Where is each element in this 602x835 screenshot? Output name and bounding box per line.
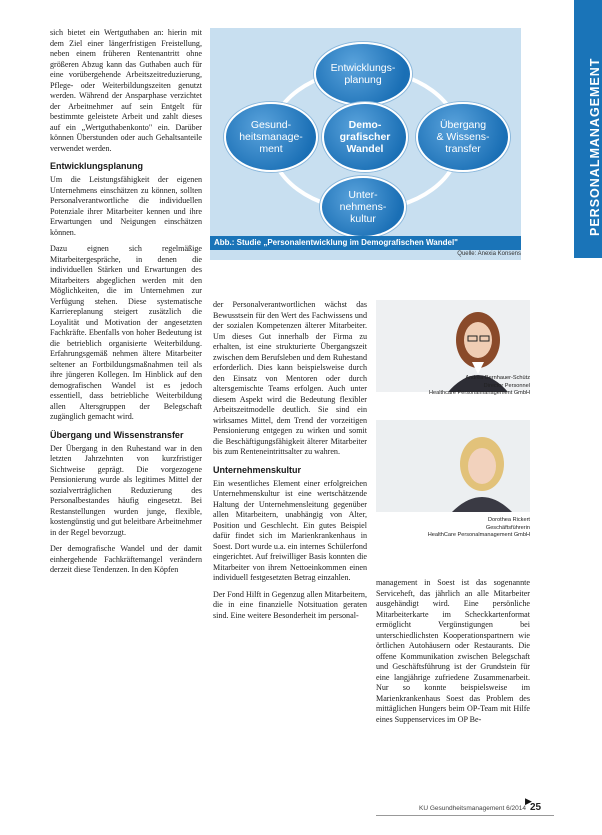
- article-column-2: [213, 300, 367, 627]
- portrait-caption: [376, 517, 530, 540]
- paragraph: Um die Leistungsfähigkeit der eigenen Unternehmens einschätzen zu können, sollten Personalverantwortliche die individuellen Potenziale ihrer Mitarbeiter kennen und ihre Erwartungen und Neigungen einschätzen können.: [50, 175, 202, 237]
- portrait-company: HealthCare Personalmanagement GmbH: [427, 532, 530, 538]
- portrait-image: [376, 420, 530, 512]
- paragraph: Der Fond Hilft in Gegenzug allen Mitarbeitern, die in eine finanzielle Notsituation geraten sind. Eine weitere Besonderheit im personal-: [213, 589, 367, 620]
- paragraph: management in Soest ist das sogenannte Serviceheft, das jährlich an alle Mitarbeiter ausgehändigt wird. Eine persönliche Mitarbeiterkarte im Scheckkartenformat ermöglicht Vergünstigungen bei unterschiedlichsten Kooperationspartnern wie örtlichen Autohäusern oder Restaurants. Die offene Kommunikation zwischen Belegschaft und Geschäftsführung ist der Grundstein für eine langjährige zufriedene Zusammenarbeit. Nur so konnte beispielsweise im Marienkrankenhaus Soest das Problem des mittäglichen Hungers beim OP-Team mit Hilfe eines Suppenservices im OP Be-: [376, 578, 530, 724]
- bubble-gesundheitsmanagement: Gesund- heitsmanage- ment: [224, 102, 318, 172]
- portrait-name: Dorothea Rickert: [488, 517, 530, 523]
- footer-divider: [376, 815, 554, 816]
- paragraph: Der demografische Wandel und der damit einhergehende Fachkräftemangel verändern derzeit diese Tendenzen. In den Köpfen: [50, 544, 202, 574]
- bubble-unternehmenskultur: Unter- nehmens- kultur: [320, 176, 406, 238]
- paragraph: Der Übergang in den Ruhestand war in den letzten Jahrzehnten von kurzfristiger Sichtweise geprägt. Die vorgezogene Pensionierung wurde als legitimes Mittel der sozialverträglichen Reduzierung des Personalbestandes häufig eingesetzt. Bei Restanstellungen wurden junge, flexible, kostengünstig und gut beleitbare Arbeitnehmer in der Regel bevorzugt.: [50, 443, 202, 537]
- figure-caption: Abb.: Studie „Personalentwicklung im Demografischen Wandel": [210, 236, 521, 250]
- section-side-tab: [574, 0, 602, 258]
- figure-diagram: [210, 28, 521, 260]
- paragraph: Dazu eignen sich regelmäßige Mitarbeitergespräche, in denen die individuellen Stärken und Erwartungen des Mitarbeiters abgeglichen werden mit den Möglichkeiten, die im Unternehmen zur Verfügung stehen. Diese systematische Karriereplanung steigert zusätzlich die Loyalität und Motivation der angesetzten Fachkräfte. Ebenfalls von hoher Bedeutung ist die betrieblich organisierte Weiterbildung. Erfahrungsgemäß nehmen ältere Mitarbeiter seltener an Fortbildungsmaßnahmen teil als ihre jüngeren Kollegen. Im Hinblick auf den demografischen Wandel ist es jedoch essentiell, dass betriebliche Weiterbildung allen Altersgruppen der Belegschaft zugänglich gemacht wird.: [50, 244, 202, 421]
- article-column-1: [50, 28, 202, 582]
- paragraph: sich bietet ein Wertguthaben an: hierin mit dem Ziel einer längerfristigen Freistellung, neben einem früheren Rentenantritt ohne größeren Abzug kann das Guthaben auch für eine vorübergehende Arbeitszeitreduzierung, Pflege- oder Weiterbildungszeiten genutzt werden. Während der Ansparphase verzichtet der Arbeitnehmer auf sein Entgelt für bestimmte geleistete Arbeit und zahlt dieses auf ein „Wertguthabenkonto" ein. Darüber können Überstunden oder auch Gehaltsanteile verwendet werden.: [50, 28, 202, 153]
- bubble-entwicklungsplanung: Entwicklungs- planung: [314, 42, 412, 106]
- portrait-role: Geschäftsführerin: [485, 524, 530, 531]
- article-column-3: [376, 578, 530, 731]
- figure-source: Quelle: Anexia Konsens: [457, 251, 521, 257]
- portrait-company: Healthcare Personalmanagement GmbH: [428, 390, 530, 396]
- portrait-caption: [376, 375, 530, 398]
- paragraph: Ein wesentliches Element einer erfolgreichen Unternehmenskultur ist eine wertschätzende Haltung der Unternehmensleitung gegenüber allen Mitarbeitern, unabhängig von Alter, Position und Geschlecht. Ein gutes Beispiel dafür findet sich im Marienkrankenhaus in Soest. Dort wurde u.a. ein internes Schülerfond eingerichtet. Auf freiwilliger Basis konnten die Mitarbeiter von ihrem Nettoeinkommen einen individuell festgesetzten Betrag einzahlen.: [213, 478, 367, 582]
- section-heading-entwicklungsplanung: Entwicklungsplanung: [50, 161, 144, 171]
- page-number: 25: [530, 802, 542, 813]
- footer-journal: KU Gesundheitsmanagement 6/2014: [419, 805, 526, 812]
- paragraph: der Personalverantwortlichen wächst das Bewusstsein für den Wert des Fachwissens und der sozialen Kompetenzen älterer Mitarbeiter. Um dieses Gut innerhalb der Firma zu erhalten, ist eine strukturierte Übergangszeit zwischen dem Berufsleben und dem Ruhestand erforderlich. Dies kann beispielsweise durch den Einsatz von Mentoren oder durch altersgemischte Teams erfolgen. Auch unter diesem Aspekt wird die Bedeutung flexibler Arbeitszeitmodelle deutlich. Sie sind ein wirksames Mittel, dem Trend der vorzeitigen Pensionierung entgegen zu wirken und somit die Beschäftigungsfähigkeit älterer Mitarbeiter bis zum Renteneintrittsalter zu wahren.: [213, 300, 367, 456]
- bubble-uebergang-wissenstransfer: Übergang & Wissens- transfer: [416, 102, 510, 172]
- portrait-role: Director Personnel: [483, 382, 530, 389]
- portrait-photo: [376, 420, 530, 512]
- portrait-name: Andrea Bernhauer-Schütz: [465, 375, 530, 381]
- continue-arrow-icon: ▶: [525, 796, 532, 806]
- bubble-demografischer-wandel: Demo- grafischer Wandel: [322, 102, 408, 172]
- section-heading-unternehmenskultur: Unternehmenskultur: [213, 464, 302, 475]
- side-tab-label: PERSONALMANAGEMENT: [588, 57, 602, 236]
- section-heading-uebergang: Übergang und Wissenstransfer: [50, 429, 184, 440]
